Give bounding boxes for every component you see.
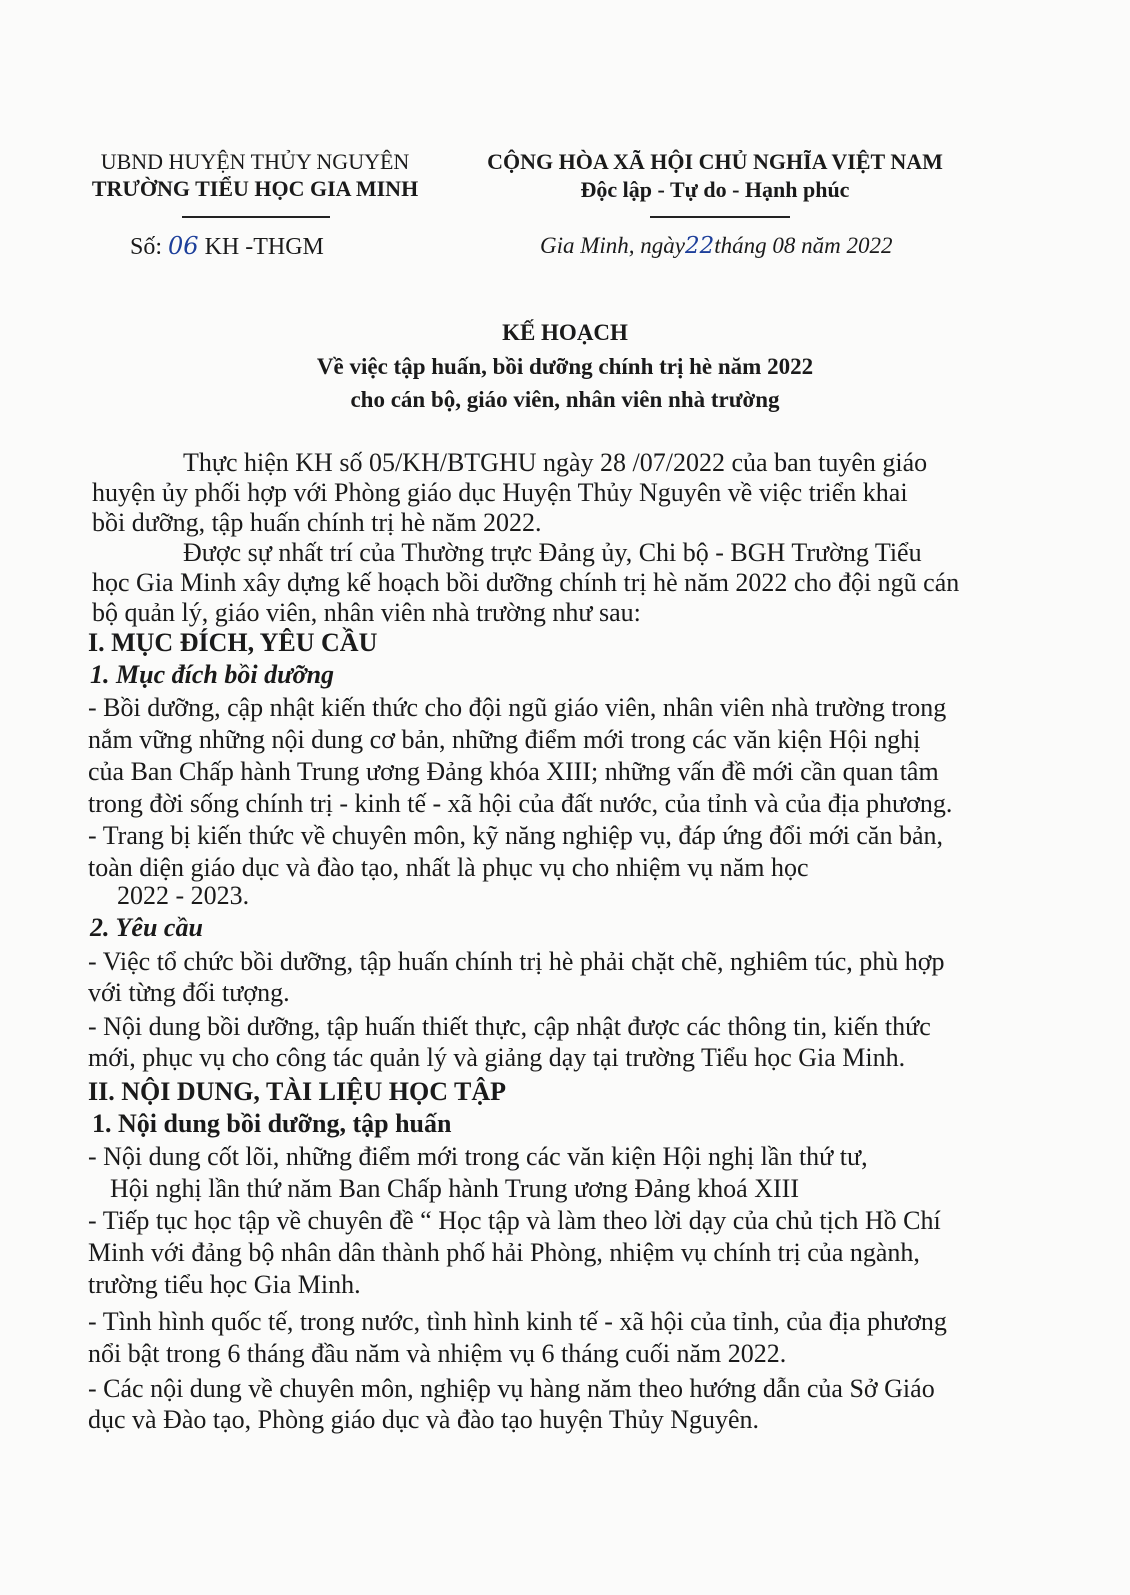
body-line: - Các nội dung về chuyên môn, nghiệp vụ hàng năm theo hướng dẫn của Sở Giáo	[88, 1374, 935, 1403]
section-heading-2: II. NỘI DUNG, TÀI LIỆU HỌC TẬP	[88, 1077, 507, 1106]
body-line: Hội nghị lần thứ năm Ban Chấp hành Trung ương Đảng khoá XIII	[110, 1174, 799, 1203]
nation-name: CỘNG HÒA XÃ HỘI CHỦ NGHĨA VIỆT NAM	[487, 149, 943, 174]
org-name-line2: TRƯỜNG TIỂU HỌC GIA MINH	[91, 176, 419, 201]
org-name-line1: UBND HUYỆN THỦY NGUYÊN	[100, 149, 410, 174]
title-line3: cho cán bộ, giáo viên, nhân viên nhà trường	[350, 387, 780, 412]
header-divider-right	[650, 216, 790, 218]
handwritten-day: 22	[685, 233, 715, 259]
body-line: - Nội dung cốt lõi, những điểm mới trong các văn kiện Hội nghị lần thứ tư,	[88, 1142, 868, 1171]
number-suffix: KH -THGM	[204, 234, 324, 260]
handwritten-number: 06	[168, 232, 199, 260]
body-line: mới, phục vụ cho công tác quản lý và giảng dạy tại trường Tiểu học Gia Minh.	[88, 1043, 906, 1072]
body-line: Thực hiện KH số 05/KH/BTGHU ngày 28 /07/2022 của ban tuyên giáo	[183, 448, 928, 477]
body-line: trong đời sống chính trị - kinh tế - xã hội của đất nước, của tỉnh và của địa phương.	[88, 789, 953, 818]
subsection-heading: 1. Nội dung bồi dưỡng, tập huấn	[92, 1109, 452, 1138]
title-line1: KẾ HOẠCH	[502, 320, 628, 345]
body-line: nắm vững những nội dung cơ bản, những điểm mới trong các văn kiện Hội nghị	[88, 725, 921, 754]
body-line: bồi dưỡng, tập huấn chính trị hè năm 2022.	[92, 508, 542, 537]
body-line: - Việc tổ chức bồi dưỡng, tập huấn chính trị hè phải chặt chẽ, nghiêm túc, phù hợp	[88, 947, 945, 976]
body-line: nổi bật trong 6 tháng đầu năm và nhiệm vụ 6 tháng cuối năm 2022.	[88, 1339, 787, 1368]
document-number	[130, 233, 324, 260]
body-line: - Bồi dưỡng, cập nhật kiến thức cho đội ngũ giáo viên, nhân viên nhà trường trong	[88, 693, 947, 722]
body-line: huyện ủy phối hợp với Phòng giáo dục Huyện Thủy Nguyên về việc triển khai	[92, 478, 908, 507]
body-line: với từng đối tượng.	[88, 978, 290, 1007]
body-line: Minh với đảng bộ nhân dân thành phố hải Phòng, nhiệm vụ chính trị của ngành,	[88, 1238, 920, 1267]
date-suffix: tháng 08 năm 2022	[714, 233, 893, 258]
body-line: - Tiếp tục học tập về chuyên đề “ Học tập và làm theo lời dạy của chủ tịch Hồ Chí	[88, 1206, 941, 1235]
body-line: Được sự nhất trí của Thường trực Đảng ủy, Chi bộ - BGH Trường Tiểu	[183, 538, 922, 567]
title-line2: Về việc tập huấn, bồi dưỡng chính trị hè năm 2022	[316, 354, 814, 379]
number-prefix: Số:	[130, 234, 163, 260]
body-line: 2022 - 2023.	[117, 881, 250, 910]
date-prefix: Gia Minh, ngày	[540, 233, 686, 258]
body-line: trường tiểu học Gia Minh.	[88, 1270, 361, 1299]
body-line: bộ quản lý, giáo viên, nhân viên nhà trường như sau:	[92, 598, 641, 627]
body-line: dục và Đào tạo, Phòng giáo dục và đào tạo huyện Thủy Nguyên.	[88, 1405, 760, 1434]
body-line: học Gia Minh xây dựng kế hoạch bồi dưỡng chính trị hè năm 2022 cho đội ngũ cán	[92, 568, 960, 597]
body-line: - Tình hình quốc tế, trong nước, tình hình kinh tế - xã hội của tỉnh, của địa phương	[88, 1307, 947, 1336]
body-line: - Nội dung bồi dưỡng, tập huấn thiết thực, cập nhật được các thông tin, kiến thức	[88, 1012, 931, 1041]
document-date	[540, 233, 893, 259]
header-divider-left	[182, 216, 330, 218]
section-heading-1: I. MỤC ĐÍCH, YÊU CẦU	[88, 628, 378, 657]
subsection-heading: 2. Yêu cầu	[90, 913, 203, 942]
subsection-heading: 1. Mục đích bồi dưỡng	[90, 660, 335, 689]
nation-motto: Độc lập - Tự do - Hạnh phúc	[580, 177, 850, 202]
body-line: - Trang bị kiến thức về chuyên môn, kỹ năng nghiệp vụ, đáp ứng đổi mới căn bản,	[88, 821, 944, 850]
body-line: của Ban Chấp hành Trung ương Đảng khóa XIII; những vấn đề mới cần quan tâm	[88, 757, 939, 786]
body-line: toàn diện giáo dục và đào tạo, nhất là phục vụ cho nhiệm vụ năm học	[88, 853, 809, 882]
